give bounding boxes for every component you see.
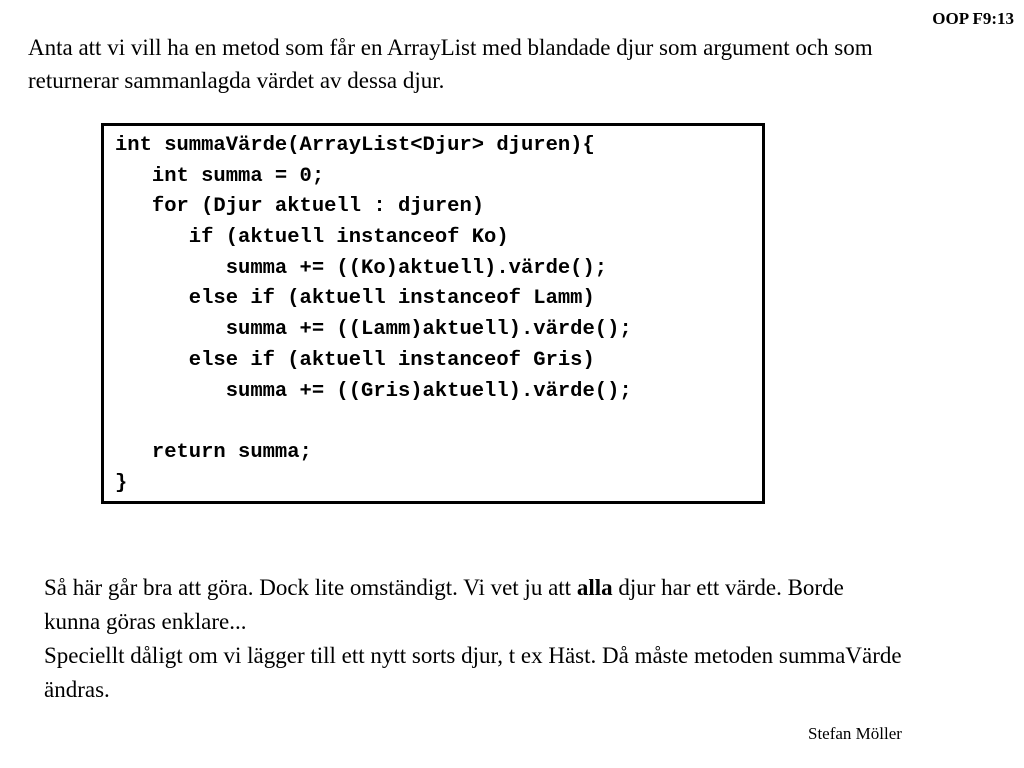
code-line: summa += ((Lamm)aktuell).värde(); <box>115 318 632 342</box>
intro-text: Anta att vi vill ha en metod som får en ArrayList med blandade djur som argument och som returnerar sammanlagda värdet av dessa djur. <box>28 35 873 93</box>
outro-text <box>44 571 904 707</box>
code-line: else if (aktuell instanceof Gris) <box>115 348 595 372</box>
code-line: else if (aktuell instanceof Lamm) <box>115 287 595 311</box>
code-line: return summa; <box>115 440 312 464</box>
code-line: int summa = 0; <box>115 164 325 188</box>
code-line: int summaVärde(ArrayList<Djur> djuren){ <box>115 134 595 157</box>
code-line: summa += ((Gris)aktuell).värde(); <box>115 379 632 403</box>
outro-paragraph-1 <box>44 571 904 639</box>
code-line <box>115 407 762 438</box>
code-line: summa += ((Ko)aktuell).värde(); <box>115 256 608 280</box>
code-line: if (aktuell instanceof Ko) <box>115 226 509 250</box>
code-line: for (Djur aktuell : djuren) <box>115 195 485 219</box>
outro-p1-after: djur har ett värde. Borde kunna göras enklare... <box>44 575 844 634</box>
outro-paragraph-2: Speciellt dåligt om vi lägger till ett nytt sorts djur, t ex Häst. Då måste metoden summaVärde ändras. <box>44 643 902 702</box>
slide-label: OOP F9:13 <box>932 9 1014 28</box>
code-box <box>101 123 765 504</box>
outro-p1-bold: alla <box>576 575 613 600</box>
outro-p1-before: Så här går bra att göra. Dock lite omständigt. Vi vet ju att <box>44 575 577 600</box>
code-line: } <box>115 471 128 495</box>
author: Stefan Möller <box>808 724 902 743</box>
